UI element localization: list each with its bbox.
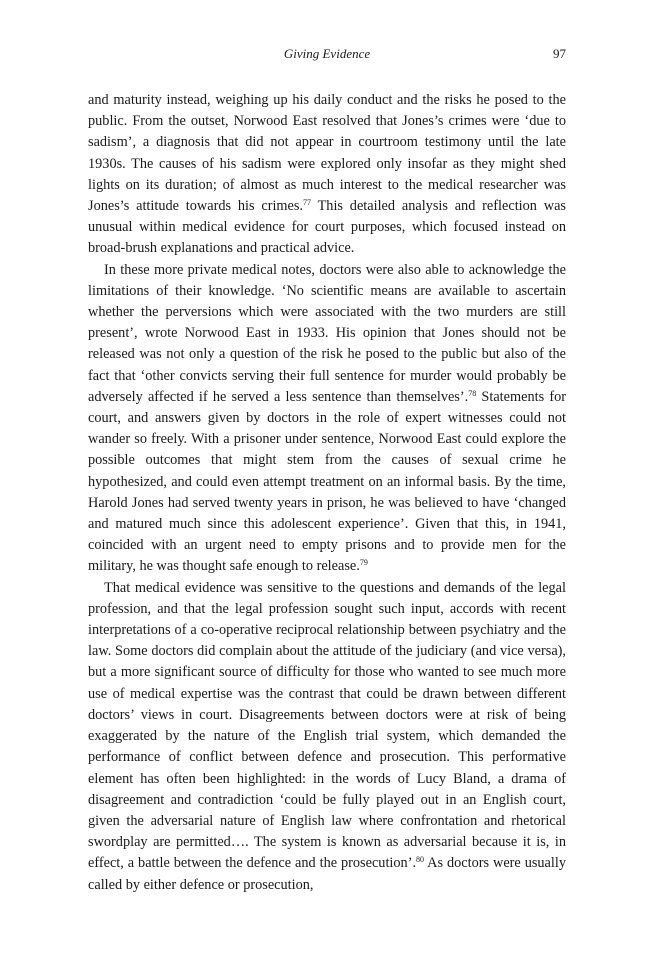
- running-title: Giving Evidence: [283, 46, 371, 61]
- page-number: 97: [553, 46, 566, 61]
- running-head: [88, 46, 566, 64]
- paragraph: [88, 260, 566, 578]
- paragraph: [88, 578, 566, 896]
- footnote-marker: 80: [416, 855, 425, 865]
- text-run: As doctors were usually called by either defence or prosecution,: [88, 855, 566, 893]
- text-run: This detailed analysis and reflection was unusual within medical evidence for court purposes, which focused instead on broad-brush explanations and practical advice.: [88, 198, 566, 257]
- body-text: [88, 90, 566, 896]
- text-run: and maturity instead, weighing up his daily conduct and the risks he posed to the public. From the outset, Norwood East resolved that Jones’s crimes were ‘due to sadism’, a diagnosis that did not appear in courtroom testimony until the late 1930s. The causes of his sadism were explored only insofar as they might shed lights on its duration; of almost as much interest to the medical researcher was Jones’s attitude towards his crimes.: [88, 92, 566, 215]
- text-run: That medical evidence was sensitive to the questions and demands of the legal profession, and that the legal profession sought such input, accords with recent interpretations of a co-operative reciprocal relationship between psychiatry and the law. Some doctors did complain about the attitude of the judiciary (and vice versa), but a more significant source of difficulty for those who wanted to see much more use of medical expertise was the contrast that could be drawn between different doctors’ views in court. Disagreements between doctors were at risk of being exaggerated by the nature of the English trial system, which demanded the performance of conflict between defence and prosecution. This performative element has often been highlighted: in the words of Lucy Bland, a drama of disagreement and contradiction ‘could be fully played out in an English court, given the adversarial nature of English law where confrontation and rhetorical swordplay are permitted…. The system is known as adversarial because it is, in effect, a battle between the defence and the prosecution’.: [88, 579, 566, 872]
- paragraph: [88, 90, 566, 260]
- text-run: In these more private medical notes, doctors were also able to acknowledge the limitations of their knowledge. ‘No scientific means are available to ascertain whether the perversions which were associated with the two murders are still present’, wrote Norwood East in 1933. His opinion that Jones should not be released was not only a question of the risk he posed to the public but also of the fact that ‘other convicts serving their full sentence for murder would probably be adversely affected if he served a less sentence than themselves’.: [88, 261, 566, 405]
- footnote-marker: 77: [303, 198, 312, 208]
- text-run: Statements for court, and answers given by doctors in the role of expert witnesses could not wander so freely. With a prisoner under sentence, Norwood East could explore the possible outcomes that might stem from the causes of sexual crime he hypothesized, and could even attempt treatment on an informal basis. By the time, Harold Jones had served twenty years in prison, he was believed to have ‘changed and matured much since this adolescent experience’. Given that this, in 1941, coincided with an urgent need to empty prisons and to provide men for the military, he was thought safe enough to release.: [88, 388, 566, 575]
- footnote-marker: 79: [359, 558, 368, 568]
- footnote-marker: 78: [468, 388, 477, 398]
